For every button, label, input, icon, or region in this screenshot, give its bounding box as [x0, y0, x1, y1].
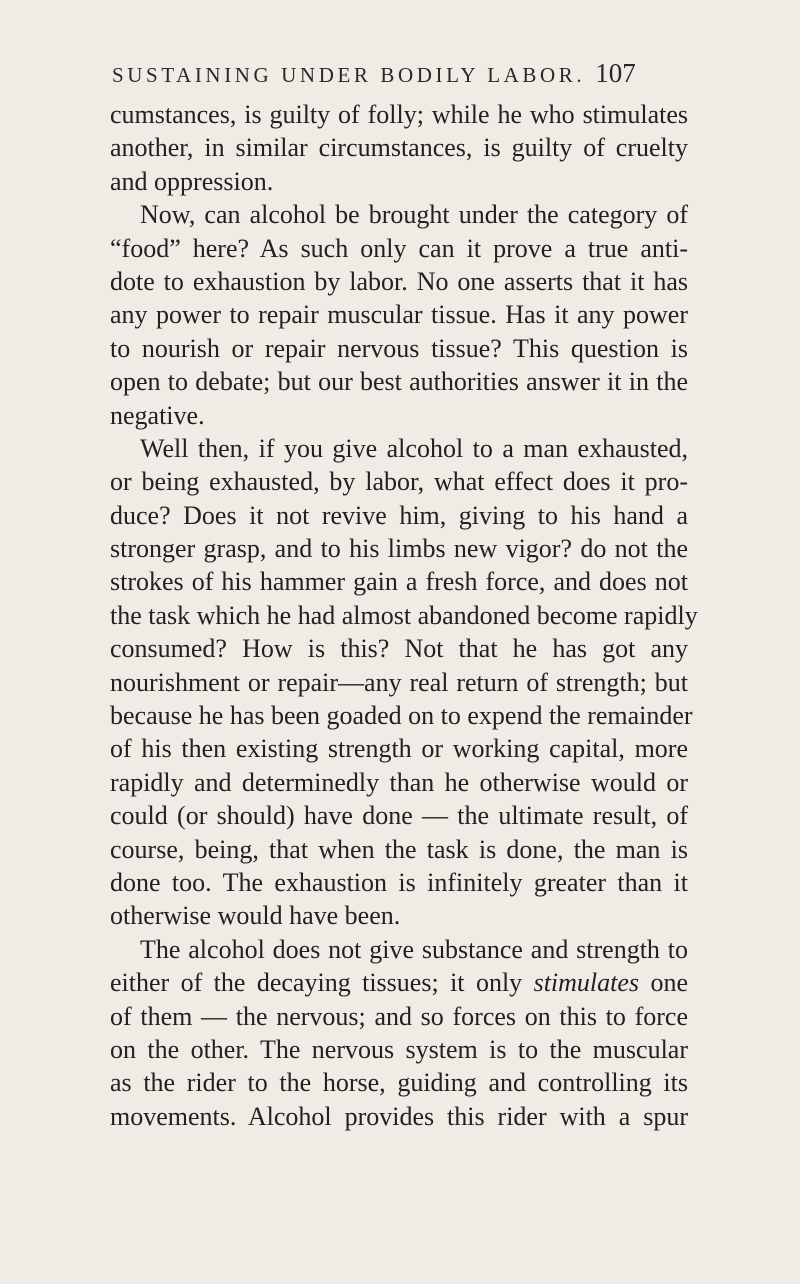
text-line: as the rider to the horse, guiding and controlling its — [110, 1068, 688, 1098]
text-line: another, in similar circumstances, is guilty of cruelty — [110, 133, 688, 163]
text-line: any power to repair muscular tissue. Has it any power — [110, 300, 688, 330]
text-line: course, being, that when the task is done, the man is — [110, 834, 688, 864]
text-line: open to debate; but our best authorities answer it in the — [110, 367, 688, 397]
text-line: The alcohol does not give substance and strength to — [140, 934, 688, 964]
text-line: Now, can alcohol be brought under the category of — [140, 200, 688, 230]
running-head-title: SUSTAINING UNDER BODILY LABOR. — [112, 63, 586, 87]
text-line: of them — the nervous; and so forces on this to force — [110, 1001, 688, 1031]
text-line: or being exhausted, by labor, what effect does it pro- — [110, 467, 688, 497]
text-line: strokes of his hammer gain a fresh force, and does not — [110, 567, 688, 597]
text-segment: either of the decaying tissues; it only — [110, 968, 523, 998]
emphasized-word: stimulates — [533, 968, 640, 998]
text-line: the task which he had almost abandoned become rapidly — [110, 600, 698, 630]
page-number: 107 — [595, 58, 636, 88]
text-line: rapidly and determinedly than he otherwise would or — [110, 767, 688, 797]
text-line: “food” here? As such only can it prove a true anti- — [110, 233, 688, 263]
text-line: could (or should) have done — the ultimate result, of — [110, 801, 688, 831]
text-line: nourishment or repair—any real return of strength; but — [110, 667, 688, 697]
text-line: movements. Alcohol provides this rider with a spur — [110, 1101, 688, 1131]
text-line: consumed? How is this? Not that he has got any — [110, 634, 688, 664]
text-line: stronger grasp, and to his limbs new vigor? do not the — [110, 534, 688, 564]
text-line: on the other. The nervous system is to the muscular — [110, 1034, 688, 1064]
text-line: duce? Does it not revive him, giving to his hand a — [110, 500, 688, 530]
text-line: otherwise would have been. — [110, 901, 401, 931]
text-line: Well then, if you give alcohol to a man exhausted, — [140, 433, 688, 463]
body-text — [110, 98, 698, 1133]
text-line: because he has been goaded on to expend the remainder — [110, 701, 693, 731]
text-line: done too. The exhaustion is infinitely greater than it — [110, 867, 688, 897]
text-line: cumstances, is guilty of folly; while he who stimulates — [110, 100, 688, 129]
text-line-with-emphasis — [110, 966, 688, 999]
text-line: to nourish or repair nervous tissue? This question is — [110, 333, 688, 363]
running-head — [112, 58, 692, 94]
text-segment: one — [650, 968, 689, 998]
text-line: dote to exhaustion by labor. No one asserts that it has — [110, 266, 688, 296]
text-line: of his then existing strength or working capital, more — [110, 734, 688, 764]
text-line: and oppression. — [110, 166, 274, 196]
text-line: negative. — [110, 400, 205, 430]
